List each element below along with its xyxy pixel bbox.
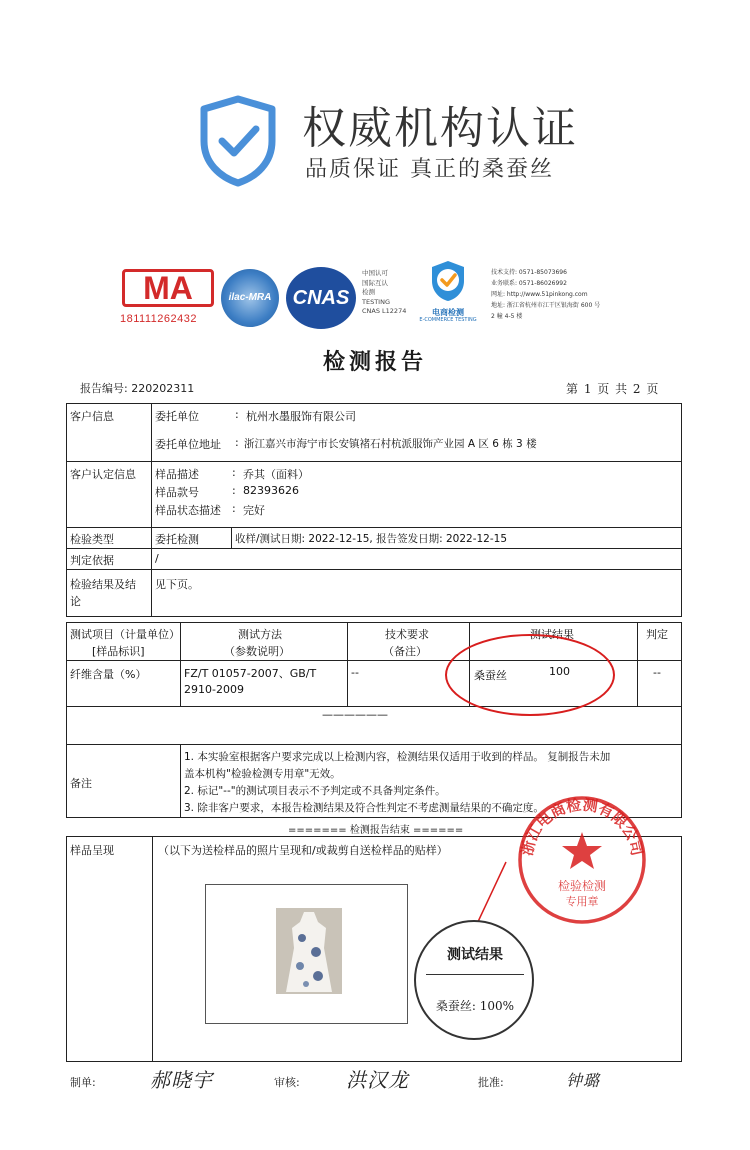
official-seal [512,790,652,930]
approver-signature: 钟璐 [566,1071,601,1090]
col-line [180,622,181,706]
result-method: FZ/T 01057-2007、GB/T 2910-2009 [184,667,317,696]
client-section-label: 客户信息 [70,410,114,423]
row-line [66,706,682,707]
header-method-sub: （参数说明） [224,645,290,658]
confirm-section-label: 客户认定信息 [70,468,136,481]
row-line [66,548,682,549]
table-divider-text: —————— [322,708,388,721]
hero-subtitle: 品质保证 真正的桑蚕丝 [305,157,554,182]
seal-center-1: 检验检测 [557,879,607,893]
client-address-label: 委托单位地址 [155,438,221,451]
cma-letters: MA [122,269,214,307]
ecommerce-testing-logo [418,259,478,329]
note-line: 1. 本实验室根据客户要求完成以上检测内容，检测结果仅适用于收到的样品。 复制报告未加 [184,751,611,763]
contact-line: 2 幢 4-5 楼 [491,313,523,320]
conclusion-value: 见下页。 [155,578,199,591]
ecommerce-shield-icon [428,259,468,303]
cnas-text-line: 国际互认 [362,278,388,287]
conclusion-label: 检验结果及结论 [70,578,136,608]
header-judgement: 判定 [646,628,668,641]
colon: : [232,466,236,479]
dress-photo-icon [276,908,342,994]
col-line [637,622,638,706]
sample-desc-label: 样品描述 [155,468,199,481]
colon: : [235,408,239,421]
row-line [66,569,682,570]
contact-line: 网址: http://www.51pinkong.com [491,291,588,298]
seal-center-2: 专用章 [565,895,599,908]
shield-check-icon [198,95,278,187]
col-line [152,836,153,1062]
sample-desc-value: 乔其（面料） [243,468,309,481]
cnas-text-line: TESTING [362,297,390,306]
cnas-text [362,269,406,317]
header-requirement-sub: （备注） [383,645,427,658]
note-line: 2. 标记"--"的测试项目表示不予判定或不具备判定条件。 [184,785,446,797]
ilac-mra-logo: ilac-MRA [221,269,279,327]
sample-state-value: 完好 [243,504,265,517]
col-line [347,622,348,706]
row-line [66,744,682,745]
highlight-oval [445,634,615,716]
inspection-type-label: 检验类型 [70,533,114,546]
result-requirement: -- [351,666,359,679]
report-title: 检测报告 [322,349,427,375]
maker-signature: 郝晓宇 [150,1068,213,1092]
result-judgement: -- [653,666,661,679]
certification-logos [118,255,638,335]
cnas-logo: CNAS [286,267,356,329]
seal-ring-text: 浙江电商检测有限公司 [517,795,647,858]
client-unit-value: 杭州水墨服饰有限公司 [246,410,356,423]
ecommerce-label: 电商检测 [432,308,464,317]
contact-line: 技术支持: 0571-85073696 [491,269,567,276]
client-address-value: 浙江嘉兴市海宁市长安镇褚石村杭派服饰产业园 A 区 6 栋 3 楼 [244,438,537,450]
report-number: 报告编号: 220202311 [80,382,195,395]
cnas-text-line: CNAS L12274 [362,307,407,315]
col-line [180,744,181,818]
header-requirement: 技术要求 [385,628,429,641]
notes-label: 备注 [70,777,92,790]
colon: : [232,502,236,515]
cnas-text-line: 中国认可 [362,269,388,277]
badge-divider [426,974,524,975]
cma-logo [118,269,218,329]
client-unit-label: 委托单位 [155,410,199,423]
result-fiber: 桑蚕丝 [474,669,507,682]
header-method: 测试方法 [238,628,282,641]
sample-state-label: 样品状态描述 [155,504,221,517]
ecommerce-label-en: E-COMMERCE TESTING [419,317,477,323]
hero-banner [0,0,750,230]
sample-label: 样品呈现 [70,844,114,857]
page-indicator: 第 1 页 共 2 页 [566,382,660,396]
contact-info [491,267,631,322]
hero-title: 权威机构认证 [302,103,578,154]
basis-value: / [155,552,159,565]
info-divider [151,403,152,617]
colon: : [232,484,236,497]
maker-label: 制单: [70,1076,96,1089]
note-line: 3. 除非客户要求，本报告检测结果及符合性判定不考虑测量结果的不确定度。 [184,802,544,814]
cma-number: 181111262432 [120,313,197,325]
result-value: 100 [549,665,570,678]
sample-style-value: 82393626 [243,484,299,497]
colon: : [235,436,239,449]
result-badge [414,920,534,1040]
review-label: 审核: [274,1076,300,1089]
approve-label: 批准: [478,1076,504,1089]
inspection-dates: 收样/测试日期: 2022-12-15, 报告签发日期: 2022-12-15 [235,533,508,545]
badge-title: 测试结果 [447,947,503,963]
cnas-text-line: 检测 [362,288,375,296]
sample-style-label: 样品款号 [155,486,199,499]
note-line: 盖本机构"检验检测专用章"无效。 [184,768,341,780]
reviewer-signature: 洪汉龙 [346,1068,409,1092]
report-end-marker: ======= 检测报告结束 ====== [288,825,464,836]
inspection-type-value: 委托检测 [155,533,199,546]
info-divider [231,527,232,548]
result-item: 纤维含量（%） [70,668,147,681]
row-line [66,527,682,528]
header-item-sub: [样品标识] [92,645,145,658]
badge-value: 桑蚕丝: 100% [435,999,515,1013]
sample-caption: （以下为送检样品的照片呈现和/或裁剪自送检样品的贴样） [158,844,448,857]
header-item: 测试项目（计量单位） [70,628,180,641]
contact-line: 地址: 浙江省杭州市江干区银海街 600 号 [491,302,601,309]
row-line [66,461,682,462]
contact-line: 业务联系: 0571-86026992 [491,280,567,287]
basis-label: 判定依据 [70,554,114,567]
header-result: 测试结果 [530,628,574,641]
